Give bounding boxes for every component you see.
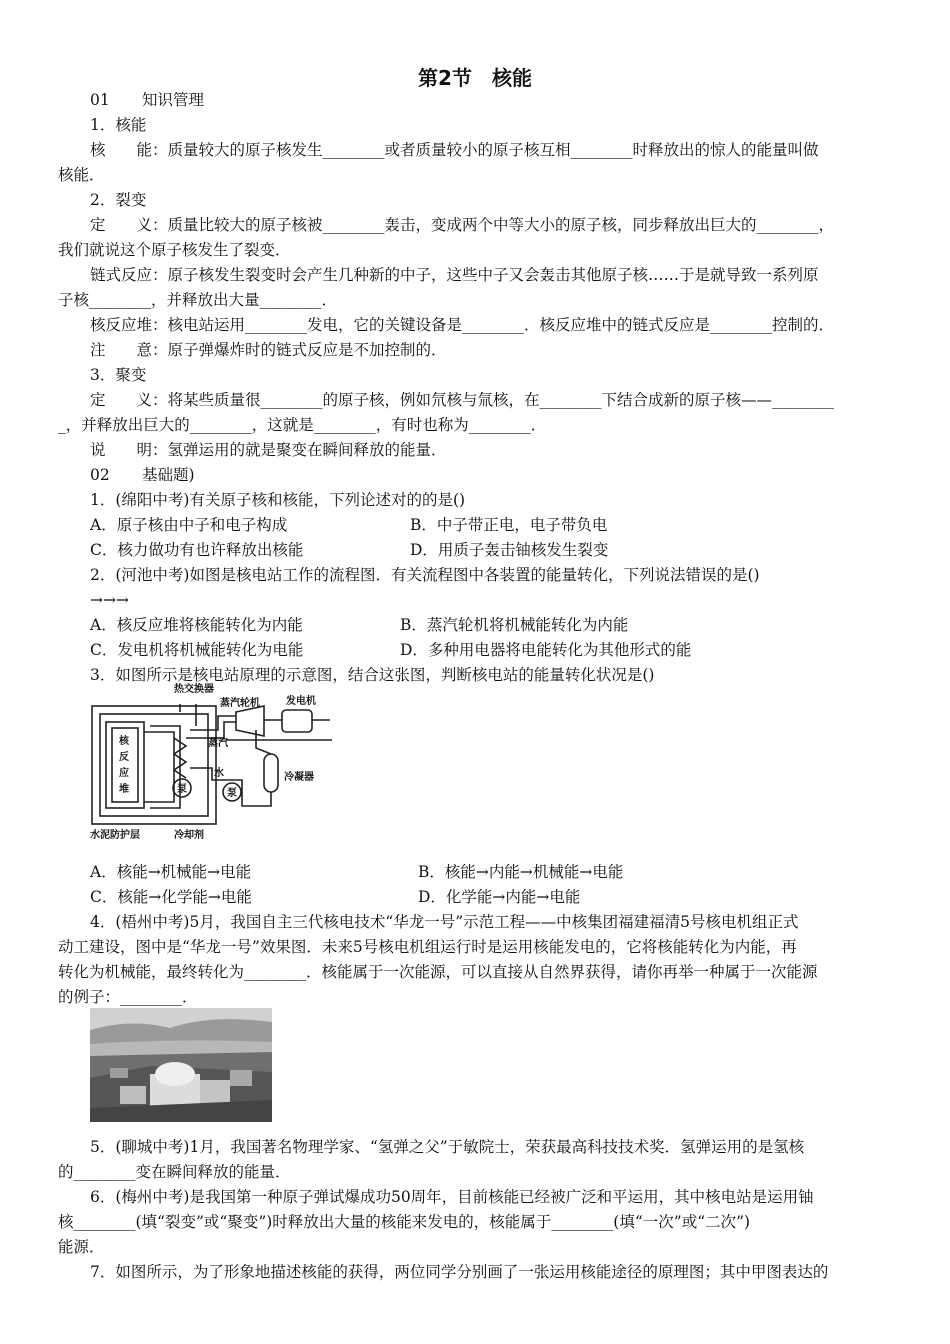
section-label: 知识管理 — [142, 91, 205, 109]
q2-option-b: B．蒸汽轮机将机械能转化为内能 — [400, 616, 629, 634]
coolant-loop — [144, 732, 174, 802]
label-condenser: 冷凝器 — [284, 772, 314, 783]
label-generator: 发电机 — [286, 696, 316, 707]
q3-stem: 3．如图所示是核电站原理的示意图，结合这张图，判断核电站的能量转化状况是() — [90, 666, 655, 684]
label-steam: 蒸汽 — [208, 738, 228, 749]
turbine — [236, 706, 264, 736]
k2-definition-line2: 我们就说这个原子核发生了裂变． — [58, 241, 291, 259]
k3-heading: 3．聚变 — [90, 366, 147, 384]
k2-note-line: 注 意：原子弹爆炸时的链式反应是不加控制的． — [90, 341, 447, 359]
k2-chain-line1: 链式反应：原子核发生裂变时会产生几种新的中子，这些中子又会轰击其他原子核……于是就导致一系列原 — [90, 266, 819, 284]
condenser — [264, 754, 278, 792]
shield-outer — [92, 706, 216, 824]
k2-chain-line2: 子核________，并释放出大量________． — [58, 291, 338, 309]
label-turbine: 蒸汽轮机 — [220, 698, 260, 709]
q3-option-a: A．核能→机械能→电能 — [90, 863, 252, 881]
page-title: 第2节 核能 — [418, 66, 532, 90]
label-coolant: 冷却剂 — [174, 830, 204, 841]
exchanger-pipes — [180, 704, 196, 726]
hualong-one-photo — [90, 1008, 272, 1122]
label-pump-2: 泵 — [227, 788, 237, 799]
generator — [282, 710, 312, 732]
q3-option-b: B．核能→内能→机械能→电能 — [418, 863, 624, 881]
q5-line2: 的________变在瞬间释放的能量． — [58, 1163, 291, 1181]
q2-option-a: A．核反应堆将核能转化为内能 — [90, 616, 303, 634]
q1-stem: 1．(绵阳中考)有关原子核和核能，下列论述对的的是() — [90, 491, 466, 509]
label-reactor-3: 应 — [119, 768, 129, 779]
q6-line1: 6．(梅州中考)是我国第一种原子弹试爆成功50周年，目前核能已经被广泛和平运用，其中核电站是运用铀 — [90, 1188, 814, 1206]
q2-option-d: D．多种用电器将电能转化为其他形式的能 — [400, 641, 692, 659]
q1-option-d: D．用质子轰击铀核发生裂变 — [410, 541, 609, 559]
q1-option-a: A．原子核由中子和电子构成 — [90, 516, 288, 534]
section-header-knowledge — [90, 89, 204, 111]
q2-option-c: C．发电机将机械能转化为电能 — [90, 641, 304, 659]
label-reactor-1: 核 — [119, 736, 129, 747]
k1-text-line1: 核 能：质量较大的原子核发生________或者质量较小的原子核互相________时释放出的惊人的能量叫做 — [90, 141, 819, 159]
generator-base — [226, 720, 332, 740]
q7-line1: 7．如图所示，为了形象地描述核能的获得，两位同学分别画了一张运用核能途径的原理图；其中甲图表达的 — [90, 1263, 829, 1281]
label-water: 水 — [214, 768, 224, 779]
section-label: 基础题) — [142, 466, 195, 484]
q6-line2: 核________(填“裂变”或“聚变”)时释放出大量的核能来发电的，核能属于________(填“一次”或“二次”) — [58, 1213, 751, 1231]
q2-flow-arrows: →→→ — [90, 591, 129, 609]
k3-note-line: 说 明：氢弹运用的就是聚变在瞬间释放的能量． — [90, 441, 447, 459]
k3-definition-line1: 定 义：将某些质量很________的原子核，例如氘核与氚核，在________下结合成新的原子核——________ — [90, 391, 835, 409]
q4-line1: 4．(梧州中考)5月，我国自主三代核电技术“华龙一号”示范工程——中核集团福建福清5号核电机组正式 — [90, 913, 799, 931]
label-pump-1: 泵 — [177, 784, 187, 795]
label-shield: 水泥防护层 — [90, 830, 140, 841]
q1-option-c: C．核力做功有也许释放出核能 — [90, 541, 304, 559]
q4-line2: 动工建设，图中是“华龙一号”效果图．未来5号核电机组运行时是运用核能发电的，它将核能转化为内能，再 — [58, 938, 797, 956]
q4-line3: 转化为机械能，最终转化为________．核能属于一次能源，可以直接从自然界获得，请你再举一种属于一次能源 — [58, 963, 818, 981]
section-header-basic — [90, 464, 195, 486]
section-number: 02 — [90, 466, 110, 484]
q5-line1: 5．(聊城中考)1月，我国著名物理学家、“氢弹之父”于敏院士，荣获最高科技技术奖．氢弹运用的是氢核 — [90, 1138, 805, 1156]
label-reactor-4: 堆 — [119, 784, 129, 795]
steam-line-2 — [190, 716, 236, 730]
nuclear-plant-diagram — [86, 682, 336, 844]
q2-stem: 2．(河池中考)如图是核电站工作的流程图．有关流程图中各装置的能量转化，下列说法错误的是() — [90, 566, 760, 584]
k1-heading: 1．核能 — [90, 116, 147, 134]
q3-option-c: C．核能→化学能→电能 — [90, 888, 252, 906]
k2-definition-line1: 定 义：质量比较大的原子核被________轰击，变成两个中等大小的原子核，同步释放出巨大的________， — [90, 216, 835, 234]
k2-reactor-line: 核反应堆：核电站运用________发电，它的关键设备是________．核反应堆中的链式反应是________控制的． — [90, 316, 835, 334]
q3-option-d: D．化学能→内能→电能 — [418, 888, 581, 906]
section-number: 01 — [90, 91, 110, 109]
q4-line4: 的例子：________． — [58, 988, 198, 1006]
q6-line3: 能源． — [58, 1238, 105, 1256]
k1-text-line2: 核能． — [58, 166, 105, 184]
k3-definition-line2: _，并释放出巨大的________，这就是________，有时也称为________． — [58, 416, 547, 434]
label-heat-exchanger: 热交换器 — [174, 684, 214, 695]
k2-heading: 2．裂变 — [90, 191, 147, 209]
q1-option-b: B．中子带正电，电子带负电 — [410, 516, 608, 534]
label-reactor-2: 反 — [119, 752, 129, 763]
